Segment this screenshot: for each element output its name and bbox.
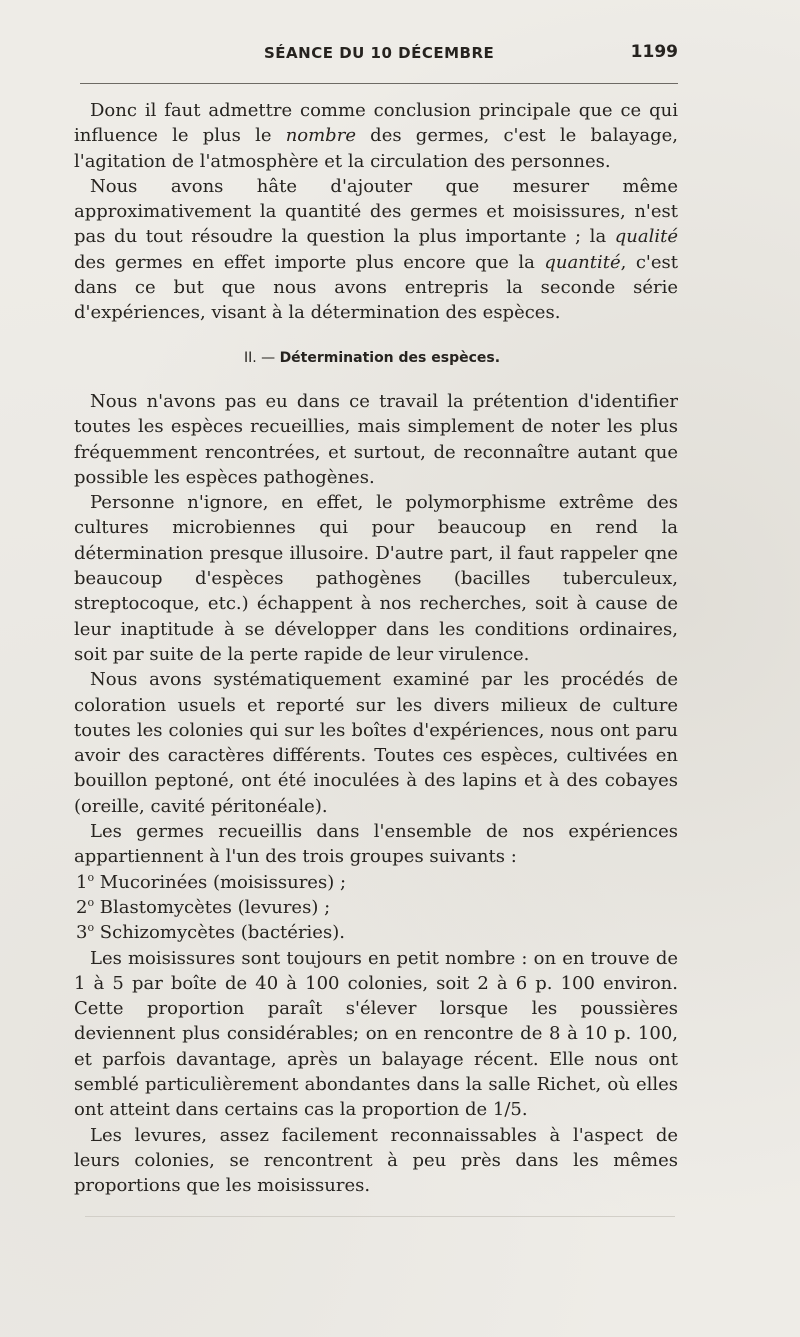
section-number: II. — <box>243 349 280 366</box>
running-title: SÉANCE DU 10 DÉCEMBRE <box>264 44 495 62</box>
section-heading <box>74 346 678 371</box>
list-text: Schizomycètes (bactéries). <box>94 922 345 944</box>
paragraph-polymorphism: Personne n'ignore, en effet, le polymorphisme extrême des cultures microbiennes qui pour beaucoup en rend la détermination presque illusoire. D'autre part, il faut rappeler qne beaucoup d'espèces pathogènes (bacilles tuberculeux, streptocoque, etc.) échappent à nos recherches, soit à cause de leur inaptitude à se développer dans les conditions ordinaires, soit par suite de la perte rapide de leur virulence. <box>74 492 678 665</box>
list-item-group-2 <box>74 895 678 920</box>
text-run: , c'est dans ce but que nous avons entrepris la seconde série d'expériences, visant à la détermination des espèces. <box>74 251 678 324</box>
text-run: des germes, c'est le balayage, l'agitation de l'atmosphère et la circulation des personnes. <box>74 125 678 172</box>
body-text <box>74 98 678 1198</box>
text-run: Nous avons hâte d'ajouter que mesurer même approximativement la quantité des germes et moisissures, n'est pas du tout résoudre la question la plus importante ; la <box>74 175 678 248</box>
emphasis-qualite: qualité <box>614 226 678 248</box>
section-title: Détermination des espèces. <box>279 349 501 366</box>
page-number: 1199 <box>630 42 678 62</box>
paragraph-yeasts: Les levures, assez facilement reconnaissables à l'aspect de leurs colonies, se rencontrent à peu près dans les mêmes proportions que les moisissures. <box>74 1124 678 1197</box>
running-header <box>74 44 678 74</box>
paragraph-identification: Nous n'avons pas eu dans ce travail la prétention d'identifier toutes les espèces recueillies, mais simplement de noter les plus fréquemment rencontrées, et surtout, de reconnaître autant que possible les espèces pathogènes. <box>74 390 678 488</box>
list-ordinal: o <box>87 921 95 935</box>
list-ordinal: o <box>87 870 95 884</box>
paragraph-groups-intro: Les germes recueillis dans l'ensemble de nos expériences appartiennent à l'un des trois groupes suivants : <box>74 821 678 868</box>
list-number: 3 <box>76 922 88 944</box>
list-ordinal: o <box>87 895 95 909</box>
paragraph-quality <box>74 174 678 326</box>
paragraph-moulds: Les moisissures sont toujours en petit nombre : on en trouve de 1 à 5 par boîte de 40 à 100 colonies, soit 2 à 6 p. 100 environ. Cette proportion paraît s'élever lorsque les poussières deviennent plus considérables; on en rencontre de 8 à 10 p. 100, et parfois davantage, après un balayage récent. Elle nous ont semblé particulièrement abondantes dans la salle Richet, où elles ont atteint dans certains cas la proportion de 1/5. <box>74 947 678 1121</box>
emphasis-nombre: nombre <box>285 125 356 147</box>
paragraph-conclusion <box>74 98 678 174</box>
list-number: 2 <box>76 896 88 918</box>
list-text: Mucorinées (moisissures) ; <box>94 871 347 893</box>
list-item-group-3 <box>74 920 678 945</box>
text-run: Donc il faut admettre comme conclusion principale que ce qui influence le plus le <box>74 100 678 147</box>
emphasis-quantite: quantité <box>544 251 621 273</box>
paragraph-methods: Nous avons systématiquement examiné par les procédés de coloration usuels et reporté sur les divers milieux de culture toutes les colonies qui sur les boîtes d'expériences, nous ont paru avoir des caractères différents. Toutes ces espèces, cultivées en bouillon peptoné, ont été inoculées à des lapins et à des cobayes (oreille, cavité péritonéale). <box>74 669 678 817</box>
list-number: 1 <box>76 871 88 893</box>
text-run: des germes en effet importe plus encore que la <box>74 251 545 273</box>
bottom-rule <box>85 1216 675 1217</box>
header-rule <box>80 83 678 84</box>
list-text: Blastomycètes (levures) ; <box>94 896 331 918</box>
list-item-group-1 <box>74 870 678 895</box>
